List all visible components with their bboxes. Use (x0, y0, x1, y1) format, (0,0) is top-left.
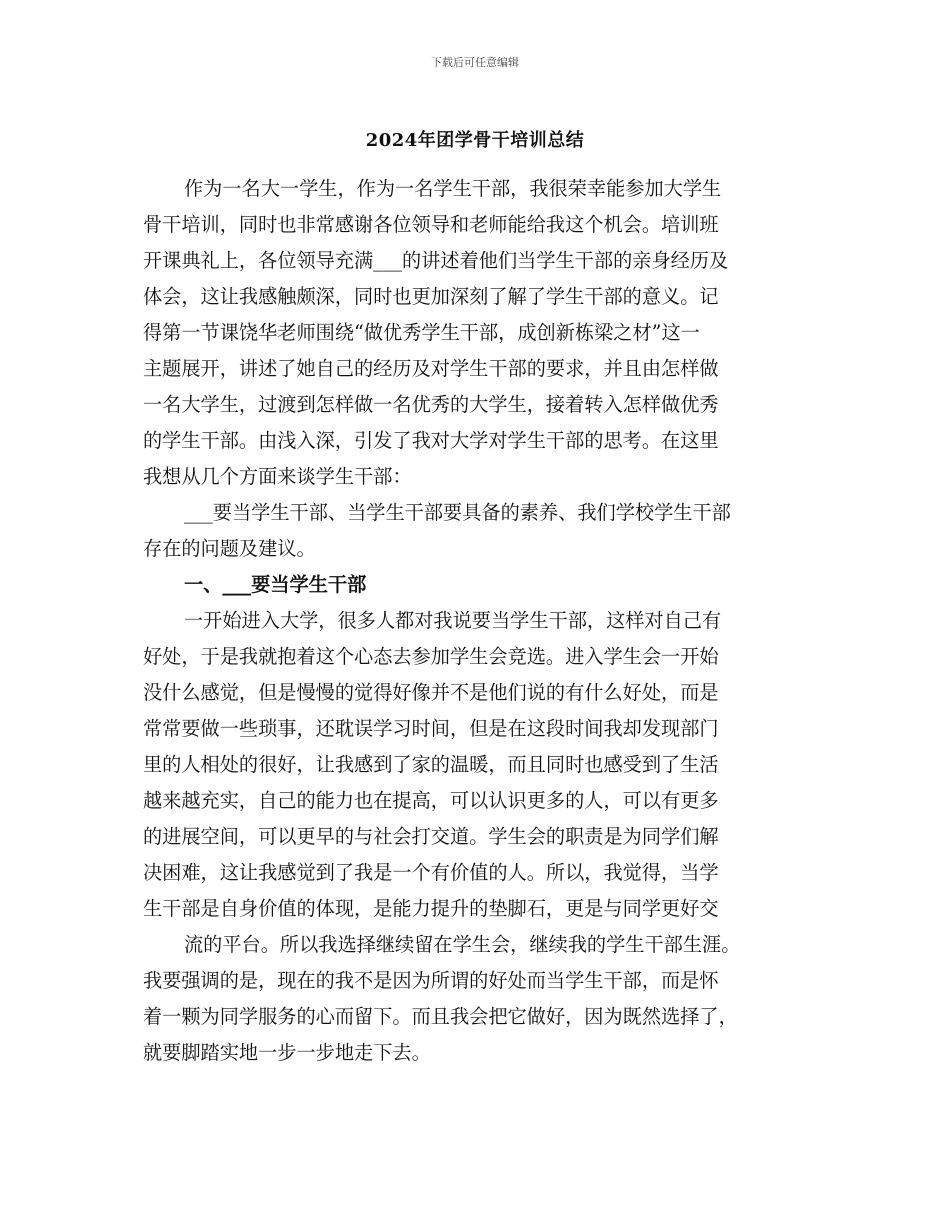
paragraph-line: 开课典礼上，各位领导充满___的讲述着他们当学生干部的亲身经历及 (143, 249, 729, 272)
paragraph-line: 决困难，这让我感觉到了我是一个有价值的人。所以，我觉得，当学 (143, 861, 719, 884)
paragraph-line: 我要强调的是，现在的我不是因为所谓的好处而当学生干部，而是怀 (143, 969, 719, 992)
paragraph-line: 一名大学生，过渡到怎样做一名优秀的大学生，接着转入怎样做优秀 (143, 393, 719, 416)
paragraph-line: 好处，于是我就抱着这个心态去参加学生会竞选。进入学生会一开始 (143, 645, 719, 668)
paragraph-line: 骨干培训，同时也非常感谢各位领导和老师能给我这个机会。培训班 (143, 213, 719, 236)
section-heading: 一、___要当学生干部 (184, 573, 367, 596)
paragraph-line: 的进展空间，可以更早的与社会打交道。学生会的职责是为同学们解 (143, 825, 719, 848)
paragraph-line: 越来越充实，自己的能力也在提高，可以认识更多的人，可以有更多 (143, 789, 719, 812)
header-note: 下载后可任意编辑 (431, 56, 519, 69)
paragraph-line: 一开始进入大学，很多人都对我说要当学生干部，这样对自己有 (184, 609, 722, 632)
paragraph-line: 主题展开，讲述了她自己的经历及对学生干部的要求，并且由怎样做 (143, 357, 719, 380)
paragraph-line: 作为一名大一学生，作为一名学生干部，我很荣幸能参加大学生 (184, 177, 722, 200)
paragraph-line: 得第一节课饶华老师围绕“做优秀学生干部，成创新栋梁之材”这一 (143, 321, 700, 344)
paragraph-line: ___要当学生干部、当学生干部要具备的素养、我们学校学生干部 (184, 501, 731, 524)
paragraph-line: 我想从几个方面来谈学生干部： (143, 465, 412, 488)
paragraph-line: 没什么感觉，但是慢慢的觉得好像并不是他们说的有什么好处，而是 (143, 681, 719, 704)
paragraph-line: 着一颗为同学服务的心而留下。而且我会把它做好，因为既然选择了， (143, 1005, 738, 1028)
paragraph-line: 存在的问题及建议。 (143, 537, 316, 560)
paragraph-line: 流的平台。所以我选择继续留在学生会，继续我的学生干部生涯。 (184, 933, 741, 956)
paragraph-line: 体会，这让我感触颇深，同时也更加深刻了解了学生干部的意义。记 (143, 285, 719, 308)
paragraph-line: 常常要做一些琐事，还耽误学习时间，但是在这段时间我却发现部门 (143, 717, 719, 740)
document-body (143, 171, 823, 1071)
paragraph-line: 里的人相处的很好，让我感到了家的温暖，而且同时也感受到了生活 (143, 753, 719, 776)
paragraph-line: 就要脚踏实地一步一步地走下去。 (143, 1041, 431, 1064)
paragraph-line: 的学生干部。由浅入深，引发了我对大学对学生干部的思考。在这里 (143, 429, 719, 452)
paragraph-line: 生干部是自身价值的体现，是能力提升的垫脚石，更是与同学更好交 (143, 897, 719, 920)
document-title: 2024年团学骨干培训总结 (365, 130, 585, 151)
